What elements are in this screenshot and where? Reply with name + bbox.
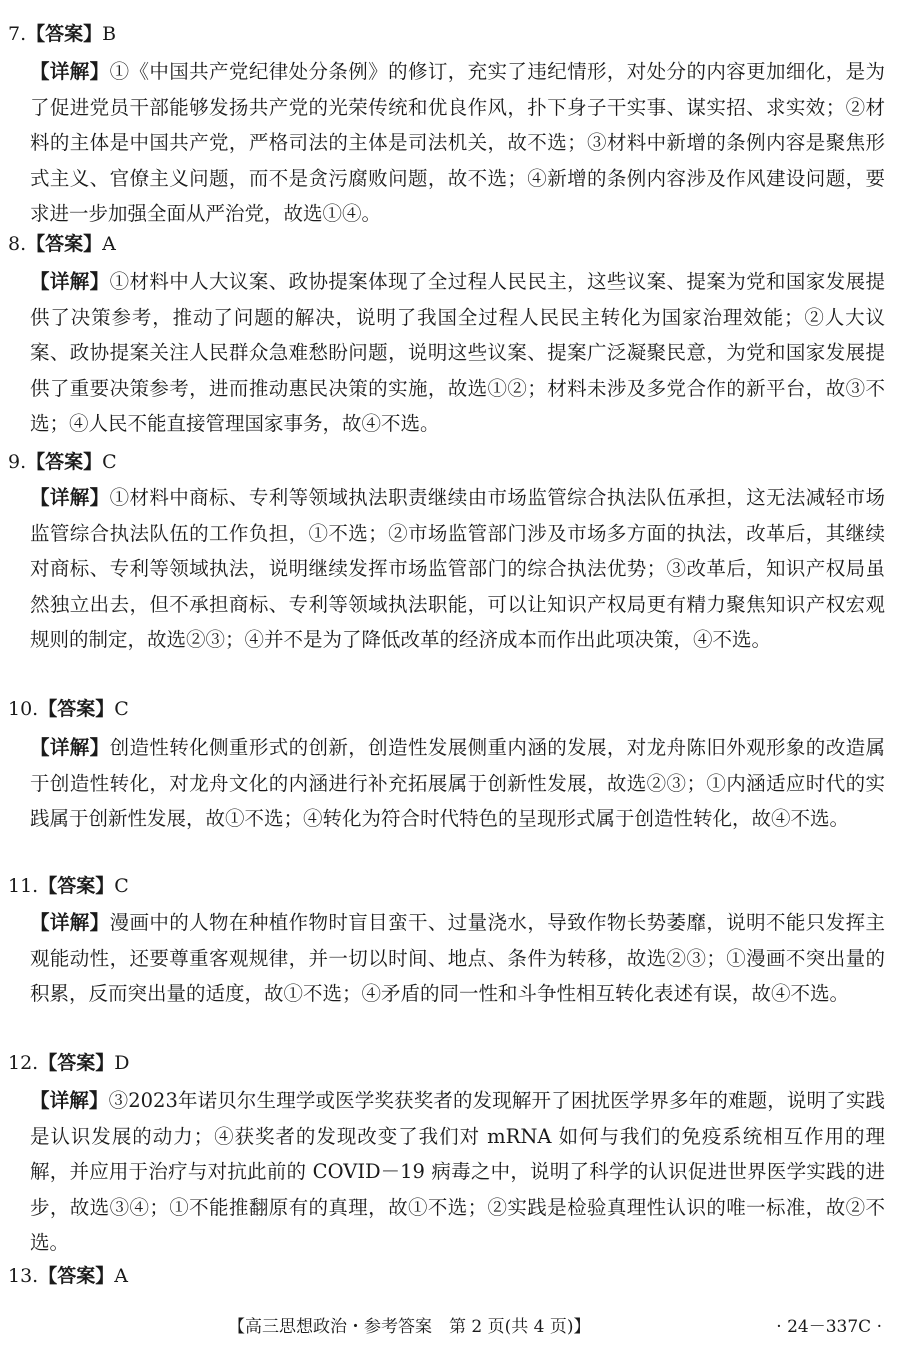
detail-text: 创造性转化侧重形式的创新，创造性发展侧重内涵的发展，对龙舟陈旧外观形象的改造属于创造性转化，对龙舟文化的内涵进行补充拓展属于创新性发展，故选②③；①内涵适应时代的实践属于创新性发展，故①不选；④转化为符合时代特色的呈现形式属于创造性转化，故④不选。 [30, 736, 885, 830]
question-9-detail [30, 480, 885, 658]
answer-value: B [102, 23, 117, 45]
detail-text: ①材料中人大议案、政协提案体现了全过程人民民主，这些议案、提案为党和国家发展提供了决策参考，推动了问题的解决，说明了我国全过程人民民主转化为国家治理效能；②人大议案、政协提案关注人民群众急难愁盼问题，说明这些议案、提案广泛凝聚民意，为党和国家发展提供了重要决策参考，进而推动惠民决策的实施，故选①②；材料未涉及多党合作的新平台，故③不选；④人民不能直接管理国家事务，故④不选。 [30, 270, 885, 435]
question-number: 10. [8, 698, 39, 720]
answer-label: 【答案】 [38, 875, 115, 897]
answer-label: 【答案】 [26, 23, 103, 45]
footer-code: · 24－337C · [776, 1317, 882, 1337]
question-number: 13. [8, 1265, 39, 1287]
question-9-header [8, 448, 117, 476]
question-12-detail [30, 1083, 885, 1261]
question-number: 11. [8, 875, 39, 897]
detail-tag: 【详解】 [30, 270, 110, 293]
detail-tag: 【详解】 [30, 736, 110, 759]
answer-label: 【答案】 [38, 698, 115, 720]
answer-value: D [114, 1052, 130, 1074]
footer-page-info: 【高三思想政治・参考答案 第 2 页(共 4 页)】 [228, 1317, 591, 1337]
question-13-header [8, 1262, 128, 1290]
question-12-header [8, 1049, 129, 1077]
answer-label: 【答案】 [26, 233, 103, 255]
answer-value: C [102, 451, 117, 473]
question-number: 12. [8, 1052, 39, 1074]
detail-tag: 【详解】 [30, 911, 110, 934]
question-8-detail [30, 264, 885, 442]
question-number: 9. [8, 451, 27, 473]
answer-value: A [114, 1265, 128, 1287]
detail-text: 漫画中的人物在种植作物时盲目蛮干、过量浇水，导致作物长势萎靡，说明不能只发挥主观能动性，还要尊重客观规律，并一切以时间、地点、条件为转移，故选②③；①漫画不突出量的积累，反而突出量的适度，故①不选；④矛盾的同一性和斗争性相互转化表述有误，故④不选。 [30, 911, 885, 1005]
question-10-header [8, 695, 129, 723]
answer-value: A [102, 233, 116, 255]
question-7-header [8, 20, 116, 48]
detail-tag: 【详解】 [30, 60, 110, 83]
question-10-detail [30, 730, 885, 837]
answer-value: C [114, 698, 129, 720]
detail-text: ①材料中商标、专利等领域执法职责继续由市场监管综合执法队伍承担，这无法减轻市场监管综合执法队伍的工作负担，①不选；②市场监管部门涉及市场多方面的执法，改革后，其继续对商标、专利等领域执法，说明继续发挥市场监管部门的综合执法优势；③改革后，知识产权局虽然独立出去，但不承担商标、专利等领域执法职能，可以让知识产权局更有精力聚焦知识产权宏观规则的制定，故选②③；④并不是为了降低改革的经济成本而作出此项决策，④不选。 [30, 486, 885, 651]
question-8-header [8, 230, 116, 258]
detail-text: ①《中国共产党纪律处分条例》的修订，充实了违纪情形，对处分的内容更加细化，是为了促进党员干部能够发扬共产党的光荣传统和优良作风，扑下身子干实事、谋实招、求实效；②材料的主体是中国共产党，严格司法的主体是司法机关，故不选；③材料中新增的条例内容是聚焦形式主义、官僚主义问题，而不是贪污腐败问题，故不选；④新增的条例内容涉及作风建设问题，要求进一步加强全面从严治党，故选①④。 [30, 60, 885, 225]
answer-label: 【答案】 [38, 1052, 115, 1074]
page-footer [0, 1312, 900, 1342]
answer-label: 【答案】 [26, 451, 103, 473]
question-number: 7. [8, 23, 27, 45]
answer-label: 【答案】 [38, 1265, 115, 1287]
detail-tag: 【详解】 [30, 1089, 109, 1112]
question-11-detail [30, 905, 885, 1012]
question-number: 8. [8, 233, 27, 255]
detail-tag: 【详解】 [30, 486, 110, 509]
question-7-detail [30, 54, 885, 232]
answer-value: C [114, 875, 129, 897]
question-11-header [8, 872, 129, 900]
detail-text: ③2023年诺贝尔生理学或医学奖获奖者的发现解开了困扰医学界多年的难题，说明了实践是认识发展的动力；④获奖者的发现改变了我们对 mRNA 如何与我们的免疫系统相互作用的理解，并应用于治疗与对抗此前的 COVID－19 病毒之中，说明了科学的认识促进世界医学实践的进步，故选③④；①不能推翻原有的真理，故①不选；②实践是检验真理性认识的唯一标准，故②不选。 [30, 1089, 885, 1254]
